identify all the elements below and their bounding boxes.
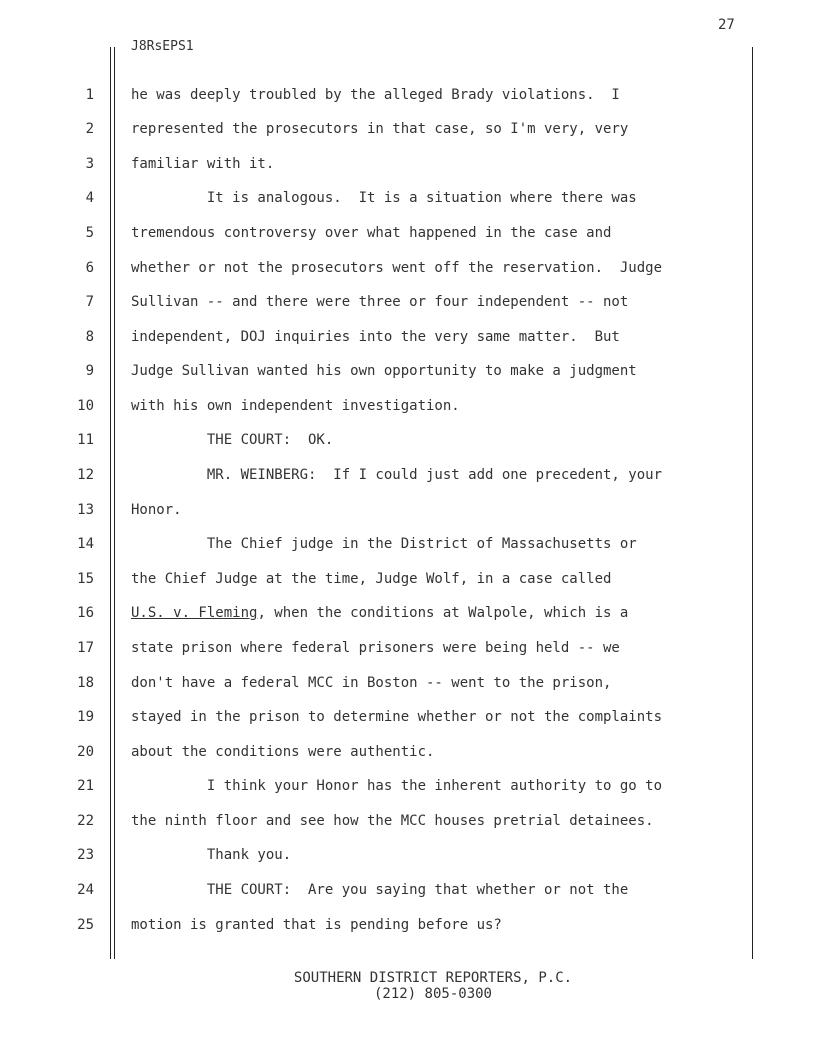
line-number: 22	[77, 813, 94, 829]
transcript-line: the ninth floor and see how the MCC houses pretrial detainees.	[131, 813, 654, 829]
line-number: 2	[85, 121, 94, 137]
transcript-line: THE COURT: Are you saying that whether or not the	[131, 882, 629, 898]
transcript-line: the Chief Judge at the time, Judge Wolf, in a case called	[131, 571, 612, 587]
transcript-line: don't have a federal MCC in Boston -- went to the prison,	[131, 675, 612, 691]
transcript-line: MR. WEINBERG: If I could just add one precedent, your	[131, 467, 663, 483]
left-margin-rule	[110, 47, 111, 959]
transcript-line: he was deeply troubled by the alleged Brady violations. I	[131, 87, 620, 103]
line-number: 24	[77, 882, 94, 898]
transcript-line: It is analogous. It is a situation where there was	[131, 190, 637, 206]
transcript-line: with his own independent investigation.	[131, 398, 460, 414]
header-code: J8RsEPS1	[131, 39, 194, 54]
transcript-line: Thank you.	[131, 847, 292, 863]
line-number: 13	[77, 502, 94, 518]
line-number: 15	[77, 571, 94, 587]
right-margin-rule	[752, 47, 753, 959]
line-number: 23	[77, 847, 94, 863]
transcript-line: motion is granted that is pending before us?	[131, 917, 502, 933]
line-number: 1	[85, 87, 94, 103]
line-number: 6	[85, 260, 94, 276]
reporter-name: SOUTHERN DISTRICT REPORTERS, P.C.	[293, 970, 573, 986]
line-number: 25	[77, 917, 94, 933]
transcript-line: state prison where federal prisoners were being held -- we	[131, 640, 620, 656]
reporter-phone: (212) 805-0300	[373, 986, 492, 1002]
line-number: 16	[77, 605, 94, 621]
footer	[0, 970, 816, 1002]
line-number: 12	[77, 467, 94, 483]
transcript-line: Judge Sullivan wanted his own opportunity to make a judgment	[131, 363, 637, 379]
transcript-line: Honor.	[131, 502, 182, 518]
transcript-line: about the conditions were authentic.	[131, 744, 435, 760]
line-number: 17	[77, 640, 94, 656]
line-number: 8	[85, 329, 94, 345]
left-margin-rule	[114, 47, 115, 959]
line-number: 5	[85, 225, 94, 241]
transcript-line: represented the prosecutors in that case, so I'm very, very	[131, 121, 629, 137]
page-number: 27	[718, 17, 735, 33]
transcript-line: THE COURT: OK.	[131, 432, 334, 448]
case-citation: U.S. v. Fleming	[131, 605, 258, 621]
line-number: 19	[77, 709, 94, 725]
line-number: 20	[77, 744, 94, 760]
transcript-line: Sullivan -- and there were three or four independent -- not	[131, 294, 629, 310]
line-number: 4	[85, 190, 94, 206]
line-number: 9	[85, 363, 94, 379]
line-number: 10	[77, 398, 94, 414]
transcript-line: tremendous controversy over what happened in the case and	[131, 225, 612, 241]
line-number: 7	[85, 294, 94, 310]
line-number: 14	[77, 536, 94, 552]
line-number: 11	[77, 432, 94, 448]
line-number: 18	[77, 675, 94, 691]
transcript-line-remainder: , when the conditions at Walpole, which is a	[257, 605, 629, 621]
transcript-line: I think your Honor has the inherent authority to go to	[131, 778, 663, 794]
transcript-line: stayed in the prison to determine whether or not the complaints	[131, 709, 663, 725]
transcript-line: whether or not the prosecutors went off the reservation. Judge	[131, 260, 663, 276]
transcript-line: familiar with it.	[131, 156, 275, 172]
transcript-line: independent, DOJ inquiries into the very same matter. But	[131, 329, 620, 345]
line-number: 3	[85, 156, 94, 172]
transcript-line	[131, 604, 751, 622]
transcript-line: The Chief judge in the District of Massachusetts or	[131, 536, 637, 552]
line-number: 21	[77, 778, 94, 794]
